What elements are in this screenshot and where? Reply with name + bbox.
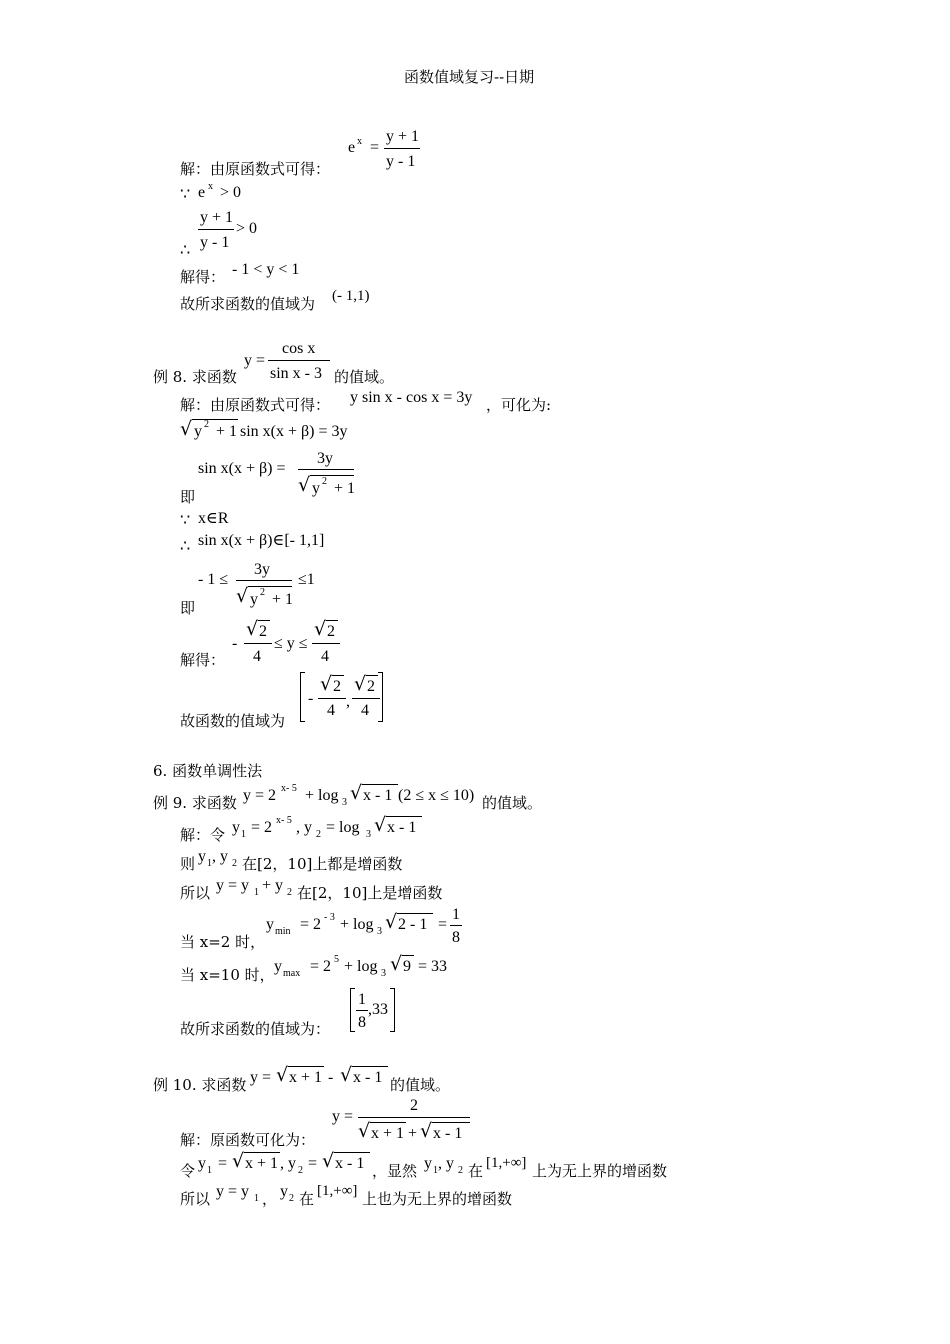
ex9-expr-a: y = 2: [243, 787, 277, 804]
ex9-so-sub2: 2: [287, 887, 292, 898]
because-symbol: ∵: [180, 186, 191, 203]
ex10-let-f: , y: [438, 1155, 454, 1172]
frac-den: y - 1: [200, 234, 230, 251]
ex9-title: 例 9. 求函数: [153, 794, 237, 812]
ex9-then-sub2: 2: [232, 858, 237, 869]
ex10-let-sub2: 2: [298, 1165, 303, 1176]
ex10-let-sub1: 1: [207, 1165, 212, 1176]
ex9-expr-c: (2 ≤ x ≤ 10): [398, 787, 475, 804]
ex8-ineq-den-sup: 2: [260, 587, 265, 598]
ex10-expr-vinculum2: [352, 1066, 388, 1067]
eq1-lhs: e: [348, 139, 356, 156]
ex9-max-y: y: [274, 958, 282, 975]
ex9-let-d: = log: [326, 819, 360, 836]
because-rest: > 0: [220, 184, 242, 201]
ex10-let-d: =: [308, 1155, 318, 1172]
ex10-let-vinculum1: [244, 1152, 280, 1153]
ex8-range-radical2: √: [354, 673, 367, 695]
ex9-max-vinculum: [402, 955, 414, 956]
ex8-solve-vinculum: [258, 620, 270, 621]
ex8-ineq-fraction-bar: [236, 580, 292, 581]
ex8-range-minus: -: [308, 690, 314, 707]
ex10-let-e: y: [424, 1155, 432, 1172]
ex10-title: 例 10. 求函数: [153, 1076, 247, 1094]
ex9-expr-b: + log: [305, 787, 339, 804]
ex8-title: 例 8. 求函数: [153, 368, 237, 386]
ex8-solve-vinculum2: [326, 620, 338, 621]
ex9-min-fraction-bar: [450, 925, 462, 926]
ex9-let-vinculum: [386, 816, 422, 817]
ex9-range-fraction-bar: [356, 1010, 368, 1011]
ex9-max-rad: 9: [403, 958, 411, 975]
ex9-max-a: = 2: [310, 958, 332, 975]
ex9-let-radical: √: [374, 814, 387, 836]
ex8-num: cos x: [282, 340, 316, 357]
ex10-let-text2: 在: [468, 1162, 484, 1180]
ex10-eq-num: 2: [410, 1097, 418, 1114]
ex10-expr-rad2: x - 1: [353, 1069, 383, 1086]
part1-step1: 解：由原函数式可得：: [180, 160, 331, 178]
ex8-eq2-fraction-bar: [298, 469, 354, 470]
ex9-then-sub1: 1: [207, 858, 212, 869]
ex10-let-rad1: x + 1: [245, 1155, 279, 1172]
ex10-let-sub4: 2: [458, 1165, 463, 1176]
sec6-title: 6. 函数单调性法: [153, 762, 263, 780]
ex10-eq-lhs: y =: [332, 1108, 354, 1125]
ex10-expr-vinculum1: [288, 1066, 324, 1067]
ex9-min-y: y: [266, 916, 274, 933]
ex8-ineq-num: 3y: [254, 561, 270, 578]
ex8-solve-fraction-bar2: [312, 643, 340, 644]
ex9-let: 解：令: [180, 826, 226, 844]
ex10-let-rad2: x - 1: [335, 1155, 365, 1172]
ex10-suffix: 的值域。: [390, 1076, 451, 1094]
ex10-eq-vinculum2: [432, 1122, 470, 1123]
ex8-range-right-bracket: [378, 672, 383, 722]
ex9-min-sub: min: [275, 926, 291, 937]
ex8-range-fraction-bar2: [352, 698, 380, 699]
ex9-max-sub: max: [283, 968, 301, 979]
ex8-solve: 解得：: [180, 651, 226, 669]
ex10-so-text3: 上也为无上界的增函数: [362, 1190, 513, 1208]
ex9-when2: 当 x=2 时，: [180, 933, 266, 951]
ex9-then-comma: , y: [212, 848, 228, 865]
ex10-let-radical2: √: [322, 1150, 335, 1172]
ex9-min-rad: 2 - 1: [398, 916, 428, 933]
ex9-max-c: = 33: [418, 958, 448, 975]
ex8-ineq-den-y: y: [250, 591, 258, 608]
ex9-expr-rad: x - 1: [363, 787, 393, 804]
ex9-min-den: 8: [452, 929, 460, 946]
ex10-so-a: y = y: [216, 1183, 250, 1200]
ex9-min-a: = 2: [300, 916, 322, 933]
ex8-eq2-den-y: y: [312, 480, 320, 497]
ex8-step1: 解：由原函数式可得：: [180, 396, 331, 414]
ex8-range-comma: ,: [346, 693, 350, 710]
ex10-eq-plus: +: [408, 1125, 418, 1142]
ex9-range-left-bracket: [350, 988, 355, 1032]
ex8-eq2-lhs: sin x(x + β) =: [198, 460, 286, 477]
ex9-let-sub3: 3: [366, 829, 371, 840]
ex10-let-vinculum2: [334, 1152, 370, 1153]
ex9-expr-radical: √: [350, 782, 363, 804]
ex9-min-radical: √: [385, 911, 398, 933]
ex10-let-b: =: [218, 1155, 228, 1172]
eq1-sup: x: [357, 136, 362, 147]
ex8-rad1-y: y: [194, 423, 202, 440]
ex9-let-rad: x - 1: [387, 819, 417, 836]
ex9-min-eq: =: [438, 916, 448, 933]
ex9-range-den: 8: [358, 1014, 366, 1031]
ex10-so-text1: ，: [262, 1190, 278, 1208]
ex10-let-a: y: [198, 1155, 206, 1172]
part1-solve-expr: - 1 < y < 1: [232, 261, 300, 278]
ex8-eq2-radical: √: [298, 474, 311, 496]
ex8-because-expr: x∈R: [198, 510, 229, 527]
ex10-expr-a: y =: [250, 1069, 272, 1086]
ex9-then: 则: [180, 855, 196, 873]
ex10-eq-rad1: x + 1: [371, 1125, 405, 1142]
ex8-because-symbol: ∵: [180, 512, 191, 529]
ex8-ineq-lhs: - 1 ≤: [198, 571, 229, 588]
ex8-solve-minus: -: [232, 635, 238, 652]
part1-conclusion: 故所求函数的值域为: [180, 295, 316, 313]
ex10-eq-fraction-bar: [358, 1117, 470, 1118]
ex10-let-text3: 上为无上界的增函数: [532, 1162, 668, 1180]
ex9-max-b: + log: [344, 958, 378, 975]
ex8-ineq-vinculum: [248, 586, 292, 587]
ex8-ineq-rhs: ≤1: [298, 571, 315, 588]
ex8-therefore-expr: sin x(x + β)∈[- 1,1]: [198, 532, 325, 549]
ex8-fraction-bar: [268, 360, 330, 361]
ex9-range-rest: ,33: [368, 1001, 388, 1018]
part1-conclusion-expr: (- 1,1): [332, 288, 370, 304]
frac-rest: > 0: [236, 220, 258, 237]
ex8-solve-mid: ≤ y ≤: [274, 635, 308, 652]
ex8-y-eq: y =: [244, 352, 266, 369]
ex10-so-sub1: 1: [254, 1193, 259, 1204]
ex8-eq2-num: 3y: [317, 450, 333, 467]
ex8-rad1-rest: + 1: [216, 423, 238, 440]
ex9-so-sub1: 1: [254, 887, 259, 898]
ex8-ji1: 即: [180, 488, 196, 506]
ex8-rad1-after: sin x(x + β) = 3y: [240, 423, 348, 440]
ex9-range-right-bracket: [390, 988, 395, 1032]
ex10-eq-rad2: x - 1: [433, 1125, 463, 1142]
ex9-max-radical: √: [390, 953, 403, 975]
ex8-solve-radical2: √: [314, 618, 327, 640]
ex10-let: 令: [180, 1162, 196, 1180]
ex8-range-vinculum: [332, 675, 344, 676]
ex8-range-den: 4: [327, 702, 335, 719]
ex8-range-den2: 4: [361, 702, 369, 719]
ex9-let-b: = 2: [251, 819, 273, 836]
ex8-range-fraction-bar: [318, 698, 346, 699]
ex10-eq-radical2: √: [420, 1120, 433, 1142]
ex8-rad1-vinculum: [192, 419, 238, 420]
ex9-min-num: 1: [452, 906, 460, 923]
ex8-solve-den: 4: [253, 648, 261, 665]
ex10-so-sub2: 2: [289, 1193, 294, 1204]
page-header: 函数值域复习--日期: [404, 68, 535, 86]
ex9-max-sub3: 3: [381, 968, 386, 979]
ex9-so: 所以: [180, 884, 211, 902]
ex10-expr-minus: -: [328, 1069, 334, 1086]
ex8-range-num: 2: [333, 678, 341, 695]
ex8-rad1-radical: √: [180, 418, 193, 440]
ex10-so-interval: [1,+∞]: [317, 1183, 358, 1199]
ex9-expr-vinculum: [362, 784, 398, 785]
ex10-let-radical1: √: [232, 1150, 245, 1172]
ex9-let-sub1: 1: [241, 829, 246, 840]
ex9-then-text: 在[2，10]上都是增函数: [242, 855, 403, 873]
ex8-solve-radical: √: [246, 618, 259, 640]
ex8-eq2-den-rest: + 1: [334, 480, 356, 497]
because-expr: e: [198, 184, 206, 201]
ex8-therefore-symbol: ∴: [180, 538, 191, 555]
ex8-eq2-vinculum: [310, 475, 354, 476]
ex8-solve-num: 2: [259, 623, 267, 640]
ex10-so: 所以: [180, 1190, 211, 1208]
ex9-min-b: + log: [340, 916, 374, 933]
ex8-ineq-den-rest: + 1: [272, 591, 294, 608]
ex8-conclusion: 故函数的值域为: [180, 712, 286, 730]
ex10-let-c: , y: [280, 1155, 296, 1172]
ex9-min-vinculum: [397, 913, 433, 914]
ex8-range-radical: √: [320, 673, 333, 695]
ex9-max-sup: 5: [334, 954, 339, 965]
ex9-expr-sup: x- 5: [281, 783, 297, 794]
ex9-range-num: 1: [358, 991, 366, 1008]
ex9-conclusion: 故所求函数的值域为：: [180, 1020, 331, 1038]
ex8-solve-fraction-bar: [244, 643, 272, 644]
ex8-ji2: 即: [180, 599, 196, 617]
eq1-den: y - 1: [386, 153, 416, 170]
because-sup: x: [208, 181, 213, 192]
ex8-range-vinculum2: [366, 675, 378, 676]
ex8-step1-suffix: ，可化为:: [486, 396, 552, 414]
ex10-expr-radical2: √: [340, 1064, 353, 1086]
ex8-eq2-den-sup: 2: [322, 476, 327, 487]
ex8-rad1-sup: 2: [204, 419, 209, 430]
ex9-then-expr: y: [198, 848, 206, 865]
ex8-solve-den2: 4: [321, 648, 329, 665]
ex10-so-text2: 在: [299, 1190, 315, 1208]
ex8-range-num2: 2: [367, 678, 375, 695]
ex8-range-left-bracket: [300, 672, 305, 722]
eq1-eq: =: [370, 139, 380, 156]
ex9-let-c: , y: [296, 819, 312, 836]
ex10-eq-vinculum1: [370, 1122, 406, 1123]
ex9-let-a: y: [232, 819, 240, 836]
ex9-suffix: 的值域。: [482, 794, 543, 812]
frac-bar: [198, 229, 234, 230]
ex9-when10: 当 x=10 时，: [180, 966, 275, 984]
ex8-den: sin x - 3: [270, 365, 322, 382]
eq1-num: y + 1: [386, 128, 420, 145]
ex9-let-sub2: 2: [316, 829, 321, 840]
ex10-so-b: y: [280, 1183, 288, 1200]
ex9-so-plus: + y: [262, 877, 284, 894]
ex10-step1: 解：原函数可化为：: [180, 1131, 316, 1149]
ex10-eq-radical1: √: [358, 1120, 371, 1142]
frac-num: y + 1: [200, 209, 234, 226]
ex8-suffix: 的值域。: [334, 368, 395, 386]
ex10-expr-radical1: √: [276, 1064, 289, 1086]
ex8-ineq-radical: √: [236, 585, 249, 607]
ex9-so-text: 在[2，10]上是增函数: [297, 884, 443, 902]
ex9-min-sup: - 3: [324, 912, 335, 923]
ex9-expr-sub: 3: [342, 797, 347, 808]
eq1-fraction-bar: [384, 148, 420, 149]
part1-solve: 解得：: [180, 268, 226, 286]
therefore-symbol: ∴: [180, 242, 191, 259]
ex8-solve-num2: 2: [327, 623, 335, 640]
ex9-let-sup: x- 5: [276, 815, 292, 826]
ex9-min-sub3: 3: [377, 926, 382, 937]
ex8-step1-expr: y sin x - cos x = 3y: [350, 389, 473, 406]
ex10-expr-rad1: x + 1: [289, 1069, 323, 1086]
ex9-so-expr: y = y: [216, 877, 250, 894]
ex10-let-sub3: 1: [433, 1165, 438, 1176]
ex10-let-interval: [1,+∞]: [486, 1155, 527, 1171]
ex10-let-text1: ，显然: [372, 1162, 418, 1180]
